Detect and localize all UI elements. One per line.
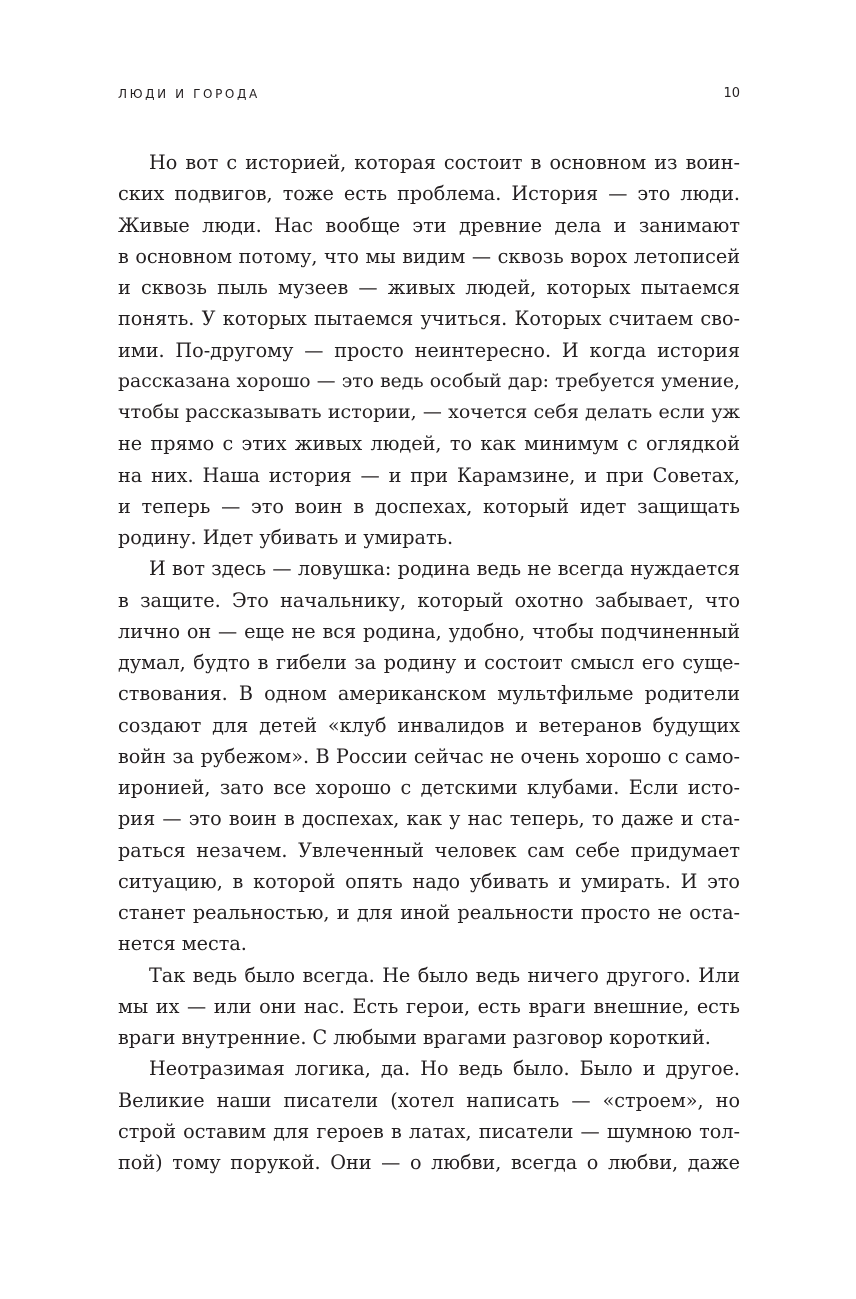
text-line: Великие наши писатели (хотел написать — «строем», но bbox=[118, 1088, 740, 1112]
text-line: не прямо с этих живых людей, то как минимум с оглядкой bbox=[118, 432, 740, 456]
text-line: нется места. bbox=[118, 932, 247, 956]
text-line: ствования. В одном американском мультфильме родители bbox=[118, 682, 740, 706]
paragraph bbox=[118, 1053, 740, 1178]
text-line: думал, будто в гибели за родину и состоит смысл его суще- bbox=[118, 651, 740, 674]
text-line: Живые люди. Нас вообще эти древние дела и занимают bbox=[118, 213, 740, 237]
text-line: станет реальностью, и для иной реальности просто не оста- bbox=[118, 901, 740, 924]
text-line: строй оставим для героев в латах, писатели — шумною тол- bbox=[118, 1119, 740, 1143]
text-line: лично он — еще не вся родина, удобно, чтобы подчиненный bbox=[118, 619, 740, 643]
text-line: пой) тому порукой. Они — о любви, всегда о любви, даже bbox=[118, 1151, 740, 1174]
body-text bbox=[118, 147, 740, 1178]
text-line: рассказана хорошо — это ведь особый дар: требуется умение, bbox=[118, 370, 740, 392]
text-line: Неотразимая логика, да. Но ведь было. Было и другое. bbox=[149, 1057, 740, 1081]
text-line: Так ведь было всегда. Не было ведь ничего другого. Или bbox=[149, 963, 740, 987]
text-line: на них. Наша история — и при Карамзине, и при Советах, bbox=[118, 463, 740, 487]
text-line: ских подвигов, тоже есть проблема. История — это люди. bbox=[118, 182, 740, 206]
text-line: чтобы рассказывать истории, — хочется себя делать если уж bbox=[118, 401, 740, 423]
text-line: мы их — или они нас. Есть герои, есть враги внешние, есть bbox=[118, 994, 740, 1018]
text-line: войн за рубежом». В России сейчас не очень хорошо с само- bbox=[118, 744, 740, 768]
text-line: враги внутренние. С любыми врагами разговор короткий. bbox=[118, 1026, 711, 1049]
text-line: и теперь — это воин в доспехах, который идет защищать bbox=[118, 494, 740, 518]
text-line: создают для детей «клуб инвалидов и ветеранов будущих bbox=[118, 713, 740, 737]
running-header bbox=[118, 84, 740, 104]
paragraph bbox=[118, 553, 740, 959]
text-line: рия — это воин в доспехах, как у нас теперь, то даже и ста- bbox=[118, 807, 740, 831]
text-line: и сквозь пыль музеев — живых людей, которых пытаемся bbox=[118, 276, 740, 299]
text-line: понять. У которых пытаемся учиться. Которых считаем сво- bbox=[118, 307, 740, 331]
text-line: Но вот с историей, которая состоит в основном из воин- bbox=[149, 151, 740, 174]
text-line: родину. Идет убивать и умирать. bbox=[118, 526, 454, 549]
text-line: ими. По-другому — просто неинтересно. И когда история bbox=[118, 338, 740, 362]
text-line: в основном потому, что мы видим — сквозь ворох летописей bbox=[118, 244, 740, 268]
text-line: И вот здесь — ловушка: родина ведь не всегда нуждается bbox=[149, 557, 740, 581]
text-line: иронией, зато все хорошо с детскими клубами. Если исто- bbox=[118, 776, 740, 799]
page-number: 10 bbox=[723, 86, 740, 101]
text-line: в защите. Это начальнику, который охотно забывает, что bbox=[118, 588, 740, 612]
text-line: ситуацию, в которой опять надо убивать и умирать. И это bbox=[118, 869, 740, 893]
text-line: раться незачем. Увлеченный человек сам себе придумает bbox=[118, 838, 740, 862]
running-title: ЛЮДИ И ГОРОДА bbox=[118, 87, 260, 101]
paragraph bbox=[118, 960, 740, 1054]
paragraph bbox=[118, 147, 740, 553]
